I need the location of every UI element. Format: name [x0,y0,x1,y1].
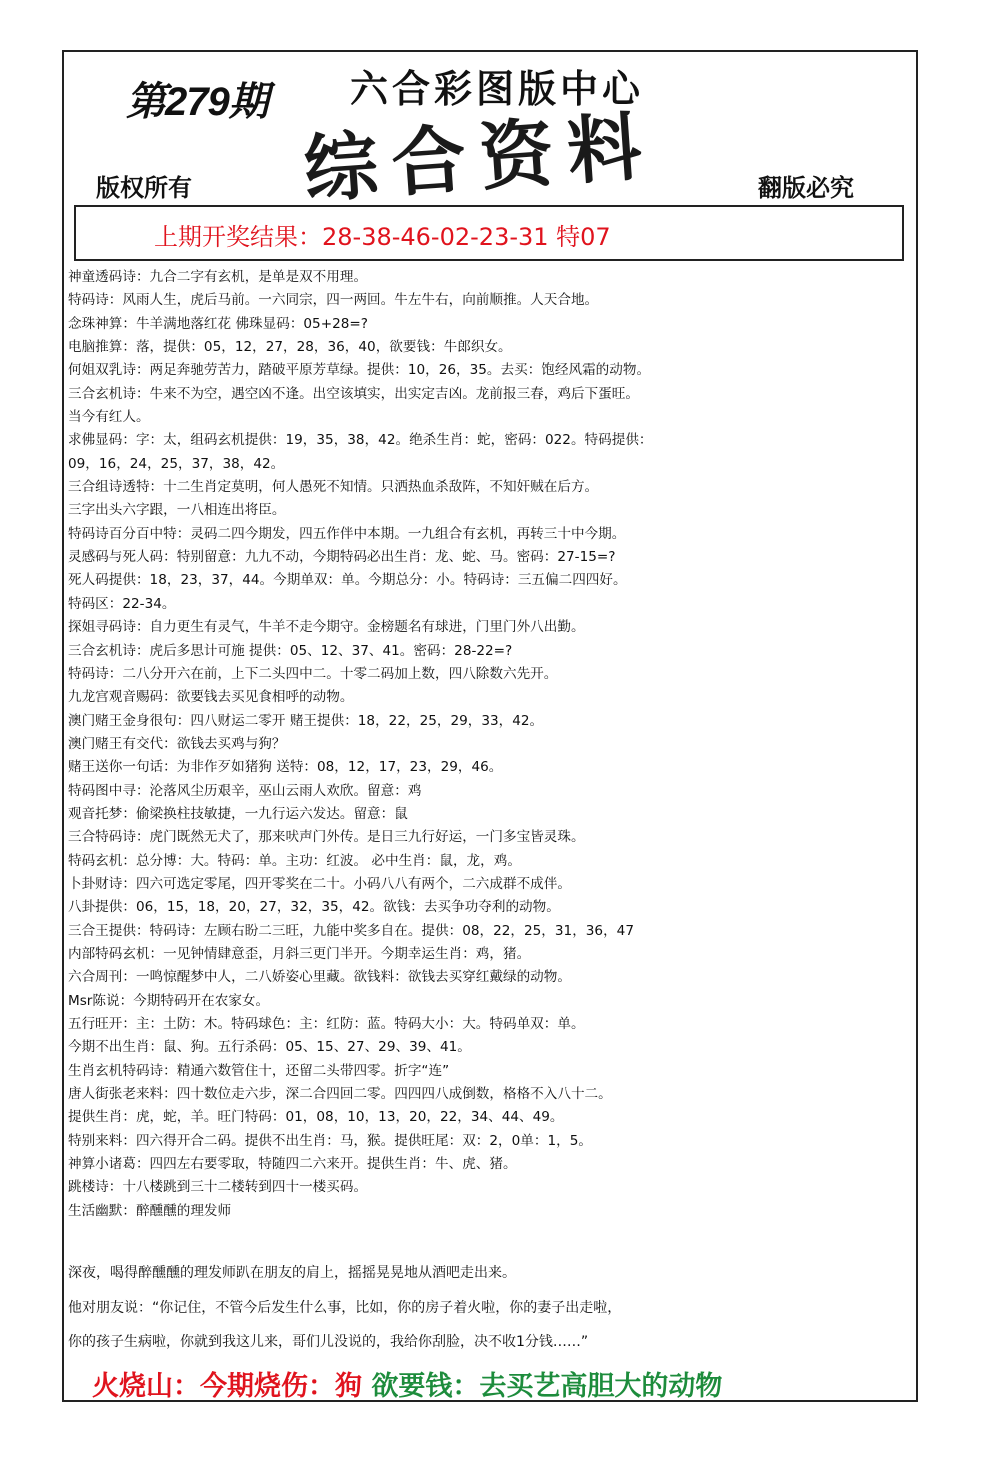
info-line: 念珠神算：牛羊满地落红花 佛珠显码：05+28=? [68,315,369,332]
last-result-box [74,205,904,261]
info-line: 提供生肖：虎，蛇，羊。旺门特码：01，08，10，13，20，22，34、44、49。 [68,1109,564,1126]
info-lines [68,266,913,1223]
info-line: Msr陈说：今期特码开在农家女。 [68,992,270,1009]
info-line: 内部特码玄机：一见钟情肆意歪，月斜三更门半开。今期幸运生肖：鸡，猪。 [68,945,531,962]
story-line-2: 他对朋友说：“你记住，不管今后发生什么事，比如，你的房子着火啦，你的妻子出走啦， [68,1300,622,1316]
info-line: 观音托梦：偷梁换柱技敏捷，一九行运六发达。留意：鼠 [68,805,408,822]
big-title: 综合资料 [301,103,659,214]
info-line: 神童透码诗：九合二字有玄机，是单是双不用理。 [68,269,368,285]
info-line: 五行旺开：主：土防：木。特码球色：主：红防：蓝。特码大小：大。特码单双：单。 [68,1016,585,1032]
info-line: 三合玄机诗：牛来不为空，遇空凶不逢。出空该填实，出实定吉凶。龙前报三春，鸡后下蛋旺。 [68,385,639,402]
copyright-right: 翻版必究 [758,173,854,202]
info-line: 特码玄机：总分博：大。特码：单。主功：红波。 必中生肖：鼠，龙，鸡。 [68,852,521,869]
info-line: 特码诗百分百中特：灵码二四今期发，四五作伴中本期。一九组合有玄机，再转三十中今期。 [68,525,626,542]
info-line: 死人码提供：18，23，37，44。今期单双：单。今期总分：小。特码诗：三五偏二四四好。 [68,572,627,589]
last-result-text: 上期开奖结果：28-38-46-02-23-31 特07 [154,223,611,251]
info-line: 电脑推算：落，提供：05，12，27，28，36，40，欲要钱：牛郎织女。 [68,339,512,356]
story-line-1: 深夜，喝得醉醺醺的理发师趴在朋友的肩上，摇摇晃晃地从酒吧走出来。 [68,1265,516,1281]
info-line: 09，16，24，25，37，38，42。 [68,455,285,472]
info-line: 跳楼诗：十八楼跳到三十二楼转到四十一楼买码。 [68,1179,368,1196]
info-line: 特别来料：四六得开合二码。提供不出生肖：马，猴。提供旺尾：双：2，0单：1，5。 [68,1132,592,1149]
info-line: 求佛显码：字：太，组码玄机提供：19，35，38，42。绝杀生肖：蛇，密码：022。特码提供： [68,432,653,449]
info-line: 生活幽默：醉醺醺的理发师 [68,1202,232,1219]
info-line: 唐人街张老来料：四十数位走六步，深二合四回二零。四四四八成倒数，格格不入八十二。 [68,1086,612,1103]
center-name: 六合彩图版中心 [350,66,645,111]
info-line: 灵感码与死人码：特别留意：九九不动，今期特码必出生肖：龙、蛇、马。密码：27-15=? [68,549,616,566]
info-line: 特码诗：风雨人生，虎后马前。一六同宗，四一两回。牛左牛右，向前顺推。人天合地。 [68,292,599,309]
story-line-3: 你的孩子生病啦，你就到我这儿来，哥们儿没说的，我给你刮脸，决不收1分钱……” [68,1334,589,1350]
info-line: 三合王提供：特码诗：左顾右盼二三旺，九能中奖多自在。提供：08，22，25，31，36，47 [68,922,634,939]
issue-number: 第279期 [126,80,268,124]
info-line: 神算小诸葛：四四左右要零取，特随四二六来开。提供生肖：牛、虎、猪。 [68,1156,517,1173]
footer-money-text: 欲要钱：去买艺高胆大的动物 [371,1371,723,1402]
info-line: 九龙宫观音赐码：欲要钱去买见食相呼的动物。 [68,689,354,706]
info-line: 特码诗：二八分开六在前，上下二头四中二。十零二码加上数，四八除数六先开。 [68,665,558,682]
info-line: 三合玄机诗：虎后多思计可施 提供：05、12、37、41。密码：28-22=? [68,642,513,659]
info-line: 特码图中寻：沦落风尘历艰辛，巫山云雨人欢欣。留意：鸡 [68,782,422,799]
copyright-left: 版权所有 [96,173,192,202]
info-line: 三合特码诗：虎门既然无犬了，那来吠声门外传。是日三九行好运，一门多宝皆灵珠。 [68,829,585,846]
info-line: 何姐双乳诗：两足奔驰劳苦力，踏破平原芳草绿。提供：10，26，35。去买：饱经风霜的动物。 [68,362,651,379]
info-line: 今期不出生肖：鼠、狗。五行杀码：05、15、27、29、39、41。 [68,1039,471,1056]
footer-banner [92,1364,722,1403]
info-line: 特码区：22-34。 [68,595,176,612]
info-line: 探姐寻码诗：自力更生有灵气，牛羊不走今期守。金榜题名有球进，门里门外八出勤。 [68,619,585,636]
info-line: 三合组诗透特：十二生肖定莫明，何人愚死不知情。只洒热血杀敌阵，不知奸贼在后方。 [68,479,599,496]
info-line: 生肖玄机特码诗：精通六数管住十，还留二头带四零。折字“连” [68,1062,450,1079]
info-line: 澳门赌王金身很句：四八财运二零开 赌王提供：18，22，25，29，33，42。 [68,712,544,729]
info-line: 六合周刊：一鸣惊醒梦中人，二八娇姿心里藏。欲钱料：欲钱去买穿红戴绿的动物。 [68,969,571,986]
info-line: 澳门赌王有交代：欲钱去买鸡与狗？ [68,735,286,752]
info-line: 赌王送你一句话：为非作歹如猪狗 送特：08，12，17，23，29，46。 [68,759,503,776]
info-line: 三字出头六字跟，一八相连出将臣。 [68,502,286,519]
info-line: 八卦提供：06，15，18，20，27，32，35，42。欲钱：去买争功夺利的动物。 [68,899,560,916]
info-line: 卜卦财诗：四六可选定零尾，四开零奖在二十。小码八八有两个，二六成群不成伴。 [68,875,571,892]
info-line: 当今有红人。 [68,409,150,426]
footer-fire-text: 火烧山：今期烧伤：狗 [92,1371,362,1402]
